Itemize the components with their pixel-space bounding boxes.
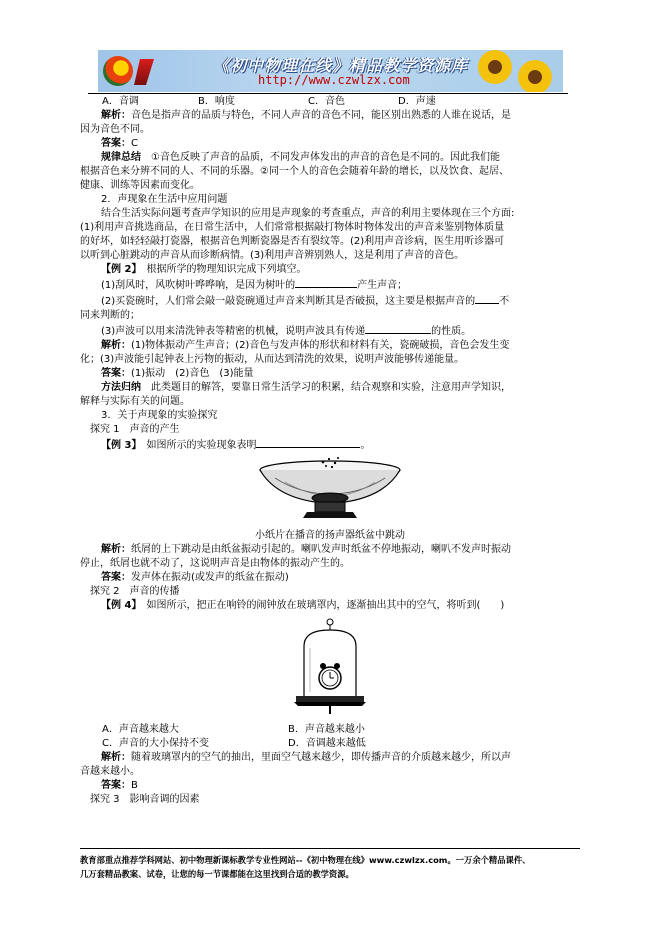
q1-options [80,95,580,109]
example-4-analysis-cont: 音越来越小。 [80,766,140,777]
example-3: 【例 3】 如图所示的实验现象表明 。 [80,437,580,453]
section-2-line-4: 以听到心脏跳动的声音从而诊断病情。(3)利用声音辨别熟人，这是利用了声音的音色。 [80,250,465,261]
option-a: A．音调 [102,96,139,107]
footer-divider [80,848,580,849]
footer-line-1: 教育部重点推荐学科网站、初中物理新课标教学专业性网站--《初中物理在线》www.czwlzx.com。一万余个精品课件、 [80,855,531,865]
answer-blank[interactable] [475,293,499,304]
section-3-title: 3．关于声现象的实验探究 [101,410,218,421]
example-4-analysis: 解析：随着玻璃罩内的空气的抽出，里面空气越来越少，即传播声音的介质越来越少，所以声 [101,752,511,763]
option-d: D．音调越来越低 [288,738,366,749]
example-2: 【例 2】 根据所学的物理知识完成下列填空。 [101,264,307,275]
method-summary-cont: 解释与实际有关的问题。 [80,396,190,407]
answer-blank[interactable] [295,277,357,288]
speaker-figure [80,456,580,527]
sunflower-icon [518,60,552,92]
section-2-line-3: 的好坏，如轻轻敲打瓷器，根据音色判断瓷器是否有裂纹等。(2)利用声音诊病，医生用听诊器可 [80,236,505,247]
example-2-analysis: 解析：(1)物体振动产生声音；(2)音色与发声体的形状和材料有关，瓷碗破损，音色会发生变 [101,340,510,351]
section-2-title: 2．声现象在生活中应用问题 [101,194,228,205]
logo-mark-icon [134,59,154,85]
option-c: C．音色 [308,96,345,107]
bell-jar-figure [80,616,580,721]
site-logo-icon [103,56,133,86]
example-3-analysis-cont: 停止，纸屑也就不动了，这说明声音是由物体的振动产生的。 [80,558,350,569]
speaker-paper-icon [255,456,405,522]
section-2-line-2: (1)利用声音挑选商品，在日常生活中，人们常常根据敲打物体时物体发出的声音来鉴别物体质量 [80,222,505,233]
example-2-q3: (3)声波可以用来清洗钟表等精密的机械，说明声波具有传递 的性质。 [80,323,580,339]
example-2-q2: (2)买瓷碗时，人们常会敲一敲瓷碗通过声音来判断其是否破损，这主要是根据声音的 不 [80,293,580,309]
option-b: B．声音越来越小 [288,724,365,735]
header-divider [88,93,568,94]
figure-1-caption: 小纸片在播音的扬声器纸盆中跳动 [255,530,405,541]
option-d: D．声速 [398,96,436,107]
example-2-q1: (1)刮风时，风吹树叶哗哗响，是因为树叶的 产生声音； [80,277,580,293]
q1-analysis-cont: 因为音色不同。 [80,124,150,135]
footer-line-2: 几万套精品教案、试卷，让您的每一节课都能在这里找到合适的教学资源。 [80,869,354,879]
explore-3: 探究 3 影响音调的因素 [90,794,200,805]
example-2-q2-cont: 同来判断的； [80,310,140,321]
answer-blank[interactable] [256,437,360,448]
header-banner [98,50,563,92]
explore-1: 探究 1 声音的产生 [90,424,180,435]
option-b: B．响度 [198,96,235,107]
explore-2: 探究 2 声音的传播 [90,586,180,597]
example-4-answer: 答案：B [101,780,138,791]
example-4: 【例 4】 如图所示，把正在响铃的闹钟放在玻璃罩内，逐渐抽出其中的空气，将听到( ) [101,600,505,611]
option-a: A．声音越来越大 [102,724,179,735]
banner-url[interactable]: http://www.czwlzx.com [258,73,410,87]
answer-blank[interactable] [365,323,431,334]
q1-answer: 答案：C [101,138,138,149]
rule-summary: 规律总结 ①音色反映了声音的品质，不同发声体发出的声音的音色是不同的。因此我们能 [101,152,500,163]
example-2-answer: 答案：(1)振动 (2)音色 (3)能量 [101,368,254,379]
rule-summary-line-2: 根据音色来分辨不同的人、不同的乐器。②同一个人的音色会随着年龄的增长，以及饮食、起居、 [80,166,509,177]
example-2-analysis-cont: 化；(3)声波能引起钟表上污物的振动，从而达到清洗的效果，说明声波能够传递能量。 [80,354,465,365]
option-c: C．声音的大小保持不变 [102,738,209,749]
bell-jar-icon [290,616,370,716]
page-footer [80,853,585,881]
q1-analysis: 解析：音色是指声音的品质与特色，不同人声音的音色不同，能区别出熟悉的人谁在说话，是 [101,110,511,121]
rule-summary-line-3: 健康、训练等因素而变化。 [80,180,200,191]
method-summary: 方法归纳 此类题目的解答，要靠日常生活学习的积累，结合观察和实验，注意用声学知识， [101,382,511,393]
example-3-answer: 答案：发声体在振动(或发声的纸盆在振动) [101,572,289,583]
example-4-options-row-1 [80,723,580,737]
example-3-analysis: 解析：纸屑的上下跳动是由纸盆振动引起的。喇叭发声时纸盆不停地振动，喇叭不发声时振动 [101,544,511,555]
example-4-options-row-2 [80,737,580,751]
section-2-line-1: 结合生活实际问题考查声学知识的应用是声现象的考查重点，声音的利用主要体现在三个方面: [101,208,515,219]
sunflower-icon [478,50,512,84]
document-body [80,95,580,807]
banner-title: 《初中物理在线》精品教学资源库 [213,56,469,75]
